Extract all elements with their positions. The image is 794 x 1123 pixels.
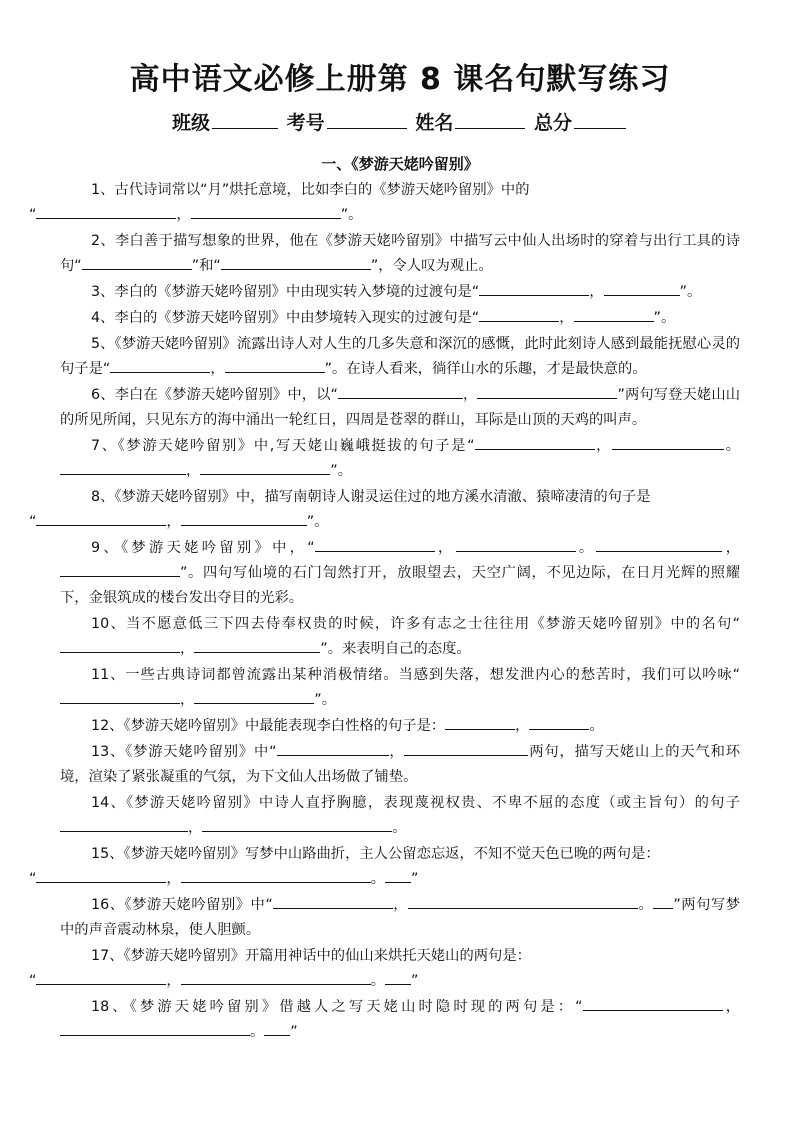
answer-blank[interactable] (583, 995, 723, 1011)
answer-blank[interactable] (445, 714, 515, 730)
answer-blank[interactable] (191, 203, 341, 219)
total-score-label: 总分 (533, 112, 572, 134)
answer-blank[interactable] (479, 306, 559, 322)
trailing-underline (385, 867, 411, 883)
answer-blank[interactable] (110, 357, 210, 373)
trailing-underline (653, 893, 673, 909)
answer-blank[interactable] (612, 434, 724, 450)
worksheet-page (29, 58, 741, 1046)
answer-blank[interactable] (475, 434, 595, 450)
trailing-underline (264, 1020, 290, 1036)
question-11: 11、一些古典诗词都曾流露出某种消极情绪。当感到失落，想发泄内心的愁苦时，我们可以吟咏“， ”。 (60, 663, 740, 713)
question-2: 2、李白善于描写想象的世界，他在《梦游天姥吟留别》中描写云中仙人出场时的穿着与出行工具的诗句“ ”和“ ”，令人叹为观止。 (60, 233, 740, 274)
question-9: 9、《梦游天姥吟留别》中，“ ， 。 ，”。四句写仙境的石门訇然打开，放眼望去，天空广阔，不见边际，在日月光辉的照耀下，金银筑成的楼台发出夺目的光彩。 (60, 536, 740, 611)
student-info-line (60, 108, 740, 138)
answer-blank[interactable] (60, 688, 180, 704)
question-3: 3、李白的《梦游天姥吟留别》中由现实转入梦境的过渡句是“ ， ”。 (60, 280, 740, 305)
answer-blank[interactable] (221, 254, 371, 270)
answer-blank[interactable] (408, 893, 638, 909)
class-blank[interactable] (212, 110, 278, 129)
answer-blank[interactable] (194, 637, 320, 653)
answer-blank[interactable] (194, 688, 314, 704)
answer-blank[interactable] (181, 867, 371, 883)
answer-blank[interactable] (36, 203, 176, 219)
section-title: 一、《梦游天姥吟留别》 (321, 155, 479, 173)
answer-blank[interactable] (181, 510, 307, 526)
question-17: 17、《梦游天姥吟留别》开篇用神话中的仙山来烘托天姥山的两句是： “ ， 。 ” (29, 948, 531, 989)
question-10: 10、当不愿意低三下四去侍奉权贵的时候，许多有志之士往往用《梦游天姥吟留别》中的名句“， ”。来表明自己的态度。 (60, 612, 740, 662)
answer-blank[interactable] (273, 893, 393, 909)
answer-blank[interactable] (82, 254, 192, 270)
exam-number-blank[interactable] (327, 110, 407, 129)
answer-blank[interactable] (338, 383, 463, 399)
answer-blank[interactable] (60, 459, 186, 475)
answer-blank[interactable] (60, 561, 180, 577)
answer-blank[interactable] (36, 969, 166, 985)
name-blank[interactable] (455, 110, 525, 129)
total-score-blank[interactable] (574, 110, 626, 129)
question-5: 5、《梦游天姥吟留别》流露出诗人对人生的几多失意和深沉的感慨，此时此刻诗人感到最能抚慰心灵的句子是“ ， ”。在诗人看来，徜徉山水的乐趣，才是最快意的。 (60, 336, 740, 377)
answer-blank[interactable] (604, 280, 680, 296)
answer-blank[interactable] (200, 459, 330, 475)
answer-blank[interactable] (202, 816, 392, 832)
answer-blank[interactable] (477, 383, 617, 399)
answer-blank[interactable] (60, 1020, 250, 1036)
answer-blank[interactable] (529, 714, 589, 730)
answer-blank[interactable] (479, 280, 589, 296)
question-16: 16、《梦游天姥吟留别》中“ ， 。 ”两句写梦中的声音震动林泉，使人胆颤。 (60, 893, 740, 943)
question-15: 15、《梦游天姥吟留别》写梦中山路曲折，主人公留恋忘返，不知不觉天色已晚的两句是： “ ， 。 ” (29, 846, 660, 887)
answer-blank[interactable] (315, 536, 435, 552)
question-18: 18、《梦游天姥吟留别》借越人之写天姥山时隐时现的两句是：“ ，。 ” (60, 995, 740, 1045)
trailing-underline (385, 969, 411, 985)
answer-blank[interactable] (404, 740, 528, 756)
question-1: 1、古代诗词常以“月”烘托意境，比如李白的《梦游天姥吟留别》中的 “ ， ”。 (29, 182, 530, 223)
answer-blank[interactable] (277, 740, 389, 756)
question-14: 14、《梦游天姥吟留别》中诗人直抒胸臆，表现蔑视权贵、不卑不屈的态度（或主旨句）的句子， 。 (60, 791, 740, 841)
answer-blank[interactable] (574, 306, 654, 322)
answer-blank[interactable] (181, 969, 371, 985)
question-8: 8、《梦游天姥吟留别》中，描写南朝诗人谢灵运住过的地方溪水清澈、猿啼凄清的句子是 “ ， ”。 (29, 489, 651, 530)
answer-blank[interactable] (36, 510, 166, 526)
answer-blank[interactable] (60, 816, 188, 832)
answer-blank[interactable] (36, 867, 166, 883)
answer-blank[interactable] (596, 536, 722, 552)
question-7: 7、《梦游天姥吟留别》中,写天姥山巍峨挺拔的句子是“ ， 。， ”。 (60, 434, 740, 484)
question-13: 13、《梦游天姥吟留别》中“ ， 两句，描写天姥山上的天气和环境，渲染了紧张凝重的气氛，为下文仙人出场做了铺垫。 (60, 740, 740, 790)
question-4: 4、李白的《梦游天姥吟留别》中由梦境转入现实的过渡句是“ ， ”。 (60, 306, 740, 331)
answer-blank[interactable] (225, 357, 325, 373)
answer-blank[interactable] (60, 637, 180, 653)
exam-number-label: 考号 (286, 112, 325, 134)
class-label: 班级 (172, 112, 211, 134)
name-label: 姓名 (415, 112, 454, 134)
question-6: 6、李白在《梦游天姥吟留别》中，以“ ， ”两句写登天姥山山的所见所闻，只见东方的海中涌出一轮红日，四周是苍翠的群山，耳际是山顶的天鸡的叫声。 (60, 383, 740, 433)
question-12: 12、《梦游天姥吟留别》中最能表现李白性格的句子是： ， 。 (60, 714, 740, 739)
worksheet-title: 高中语文必修上册第 8 课名句默写练习 (129, 62, 671, 97)
answer-blank[interactable] (456, 536, 576, 552)
